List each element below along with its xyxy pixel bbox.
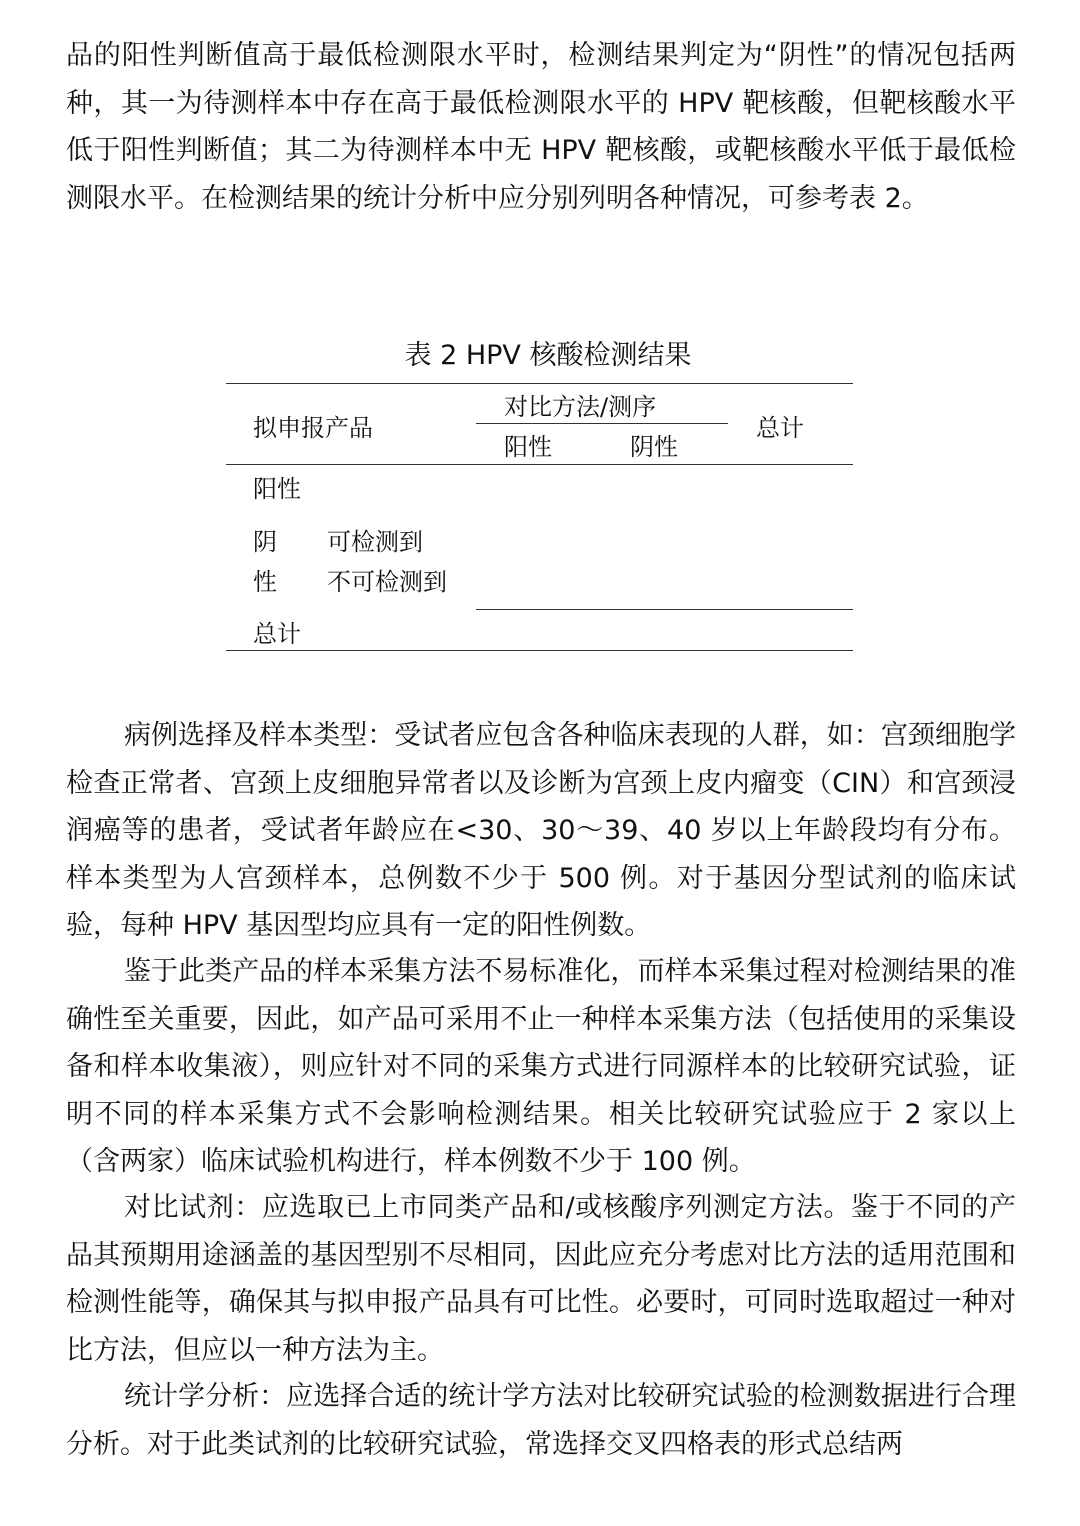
row-negative-label-1: 阴 <box>253 528 277 556</box>
row-negative-label-2: 性 <box>253 568 277 596</box>
header-group-rule <box>476 423 728 424</box>
sub-detectable-label: 可检测到 <box>327 528 423 556</box>
header-bottom-rule <box>226 464 853 465</box>
table-top-rule <box>226 383 853 384</box>
comparison-paragraph: 对比试剂：应选取已上市同类产品和/或核酸序列测定方法。鉴于不同的产品其预期用途涵盖的基因型别不尽相同，因此应充分考虑对比方法的适用范围和检测性能等，确保其与拟申报产品具有可比性。必要时，可同时选取超过一种对比方法，但应以一种方法为主。 <box>66 1192 1016 1366</box>
table-caption: 表 2 HPV 核酸检测结果 <box>404 340 692 371</box>
negative-group-rule <box>476 609 853 610</box>
table-bottom-rule <box>226 650 853 651</box>
header-total: 总计 <box>756 414 804 442</box>
statistics-paragraph: 统计学分析：应选择合适的统计学方法对比较研究试验的检测数据进行合理分析。对于此类试剂的比较研究试验，常选择交叉四格表的形式总结两 <box>66 1381 1016 1460</box>
intro-paragraph: 品的阳性判断值高于最低检测限水平时，检测结果判定为“阴性”的情况包括两种，其一为待测样本中存在高于最低检测限水平的 HPV 靶核酸，但靶核酸水平低于阳性判断值；其二为待测样本中无 HPV 靶核酸，或靶核酸水平低于最低检测限水平。在检测结果的统计分析中应分别列明各种情况，可参考表 2。 <box>66 40 1016 214</box>
results-table <box>226 383 853 653</box>
sampling-paragraph: 鉴于此类产品的样本采集方法不易标准化，而样本采集过程对检测结果的准确性至关重要，因此，如产品可采用不止一种样本采集方法（包括使用的采集设备和样本收集液），则应针对不同的采集方式进行同源样本的比较研究试验，证明不同的样本采集方式不会影响检测结果。相关比较研究试验应于 2 家以上（含两家）临床试验机构进行，样本例数不少于 100 例。 <box>66 956 1016 1177</box>
header-positive: 阳性 <box>504 433 552 461</box>
row-total-label: 总计 <box>253 620 301 648</box>
header-method: 对比方法/测序 <box>504 393 657 421</box>
header-negative: 阴性 <box>630 433 678 461</box>
row-positive-label: 阳性 <box>253 475 301 503</box>
sub-undetectable-label: 不可检测到 <box>327 568 447 596</box>
cases-paragraph: 病例选择及样本类型：受试者应包含各种临床表现的人群，如：宫颈细胞学检查正常者、宫颈上皮细胞异常者以及诊断为宫颈上皮内瘤变（CIN）和宫颈浸润癌等的患者，受试者年龄应在<30、30～39、40 岁以上年龄段均有分布。样本类型为人宫颈样本，总例数不少于 500 例。对于基因分型试剂的临床试验，每种 HPV 基因型均应具有一定的阳性例数。 <box>66 720 1016 941</box>
header-product: 拟申报产品 <box>253 414 373 442</box>
